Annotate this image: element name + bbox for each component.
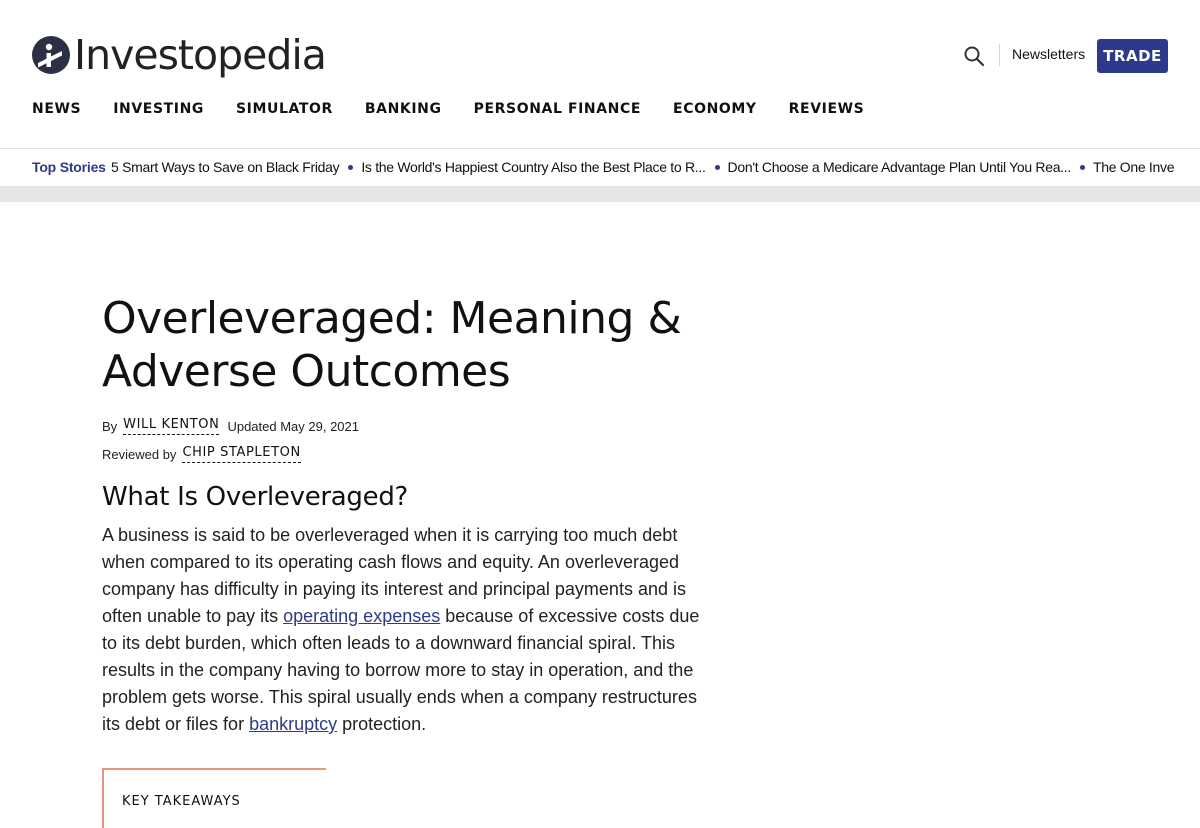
nav-item-investing[interactable]: INVESTING [113,101,204,117]
paragraph-text: A business is said to be overleveraged when it is carrying too much debt when compared to its operating cash flows and equity. An overleveraged company has difficulty in paying its interest and principal payments and is often unable to pay its [102,525,686,626]
byline-reviewer [102,445,309,463]
reviewer-link[interactable]: CHIP STAPLETON [182,445,300,463]
paragraph-text: protection. [337,714,427,734]
top-story-link[interactable]: Don't Choose a Medicare Advantage Plan Until You Rea... [727,159,1071,175]
header-divider [999,44,1000,66]
bankruptcy-link[interactable]: bankruptcy [249,714,338,734]
section-heading: What Is Overleveraged? [102,482,409,512]
by-label: By [102,418,118,434]
ad-band [0,186,1200,202]
key-takeaways-box [102,768,326,828]
bullet-dot-icon [715,165,720,170]
newsletters-link[interactable]: Newsletters [1012,46,1086,62]
author-link[interactable]: WILL KENTON [123,417,219,435]
byline-author [102,417,359,435]
nav-item-reviews[interactable]: REVIEWS [788,101,865,117]
trade-button[interactable]: TRADE [1097,39,1168,73]
nav-item-personal-finance[interactable]: PERSONAL FINANCE [473,101,642,117]
logo-mark-icon [32,36,70,74]
nav-item-economy[interactable]: ECONOMY [673,101,757,117]
site-header [0,0,1200,148]
top-story-link[interactable]: Is the World's Happiest Country Also the Best Place to R... [361,159,706,175]
updated-date: Updated May 29, 2021 [227,418,359,434]
top-stories-label: Top Stories [32,159,106,175]
article-paragraph [102,522,702,738]
search-icon [962,44,986,68]
key-takeaways-label: KEY TAKEAWAYS [122,794,241,809]
top-story-link[interactable]: 5 Smart Ways to Save on Black Friday [111,159,340,175]
nav-item-banking[interactable]: BANKING [364,101,442,117]
article-title: Overleveraged: Meaning & Adverse Outcomes [102,293,682,397]
paragraph-text: because of excessive costs due to its debt burden, which often leads to a downward financial spiral. This results in the company having to borrow more to stay in operation, and the problem gets worse. This spiral usually ends when a company restructures its debt or files for [102,606,700,734]
nav-item-news[interactable]: NEWS [32,101,82,117]
top-stories-list [111,159,1174,175]
bullet-dot-icon [1080,165,1085,170]
main-nav [32,101,896,117]
operating-expenses-link[interactable]: operating expenses [283,606,441,626]
top-story-link[interactable]: The One Inve [1092,159,1175,175]
logo-wordmark: Investopedia [74,31,326,79]
reviewed-by-label: Reviewed by [102,446,177,462]
investopedia-logo[interactable] [32,28,326,82]
nav-item-simulator[interactable]: SIMULATOR [236,101,333,117]
top-stories-bar [0,149,1200,186]
bullet-dot-icon [348,165,353,170]
search-button[interactable] [962,44,986,68]
